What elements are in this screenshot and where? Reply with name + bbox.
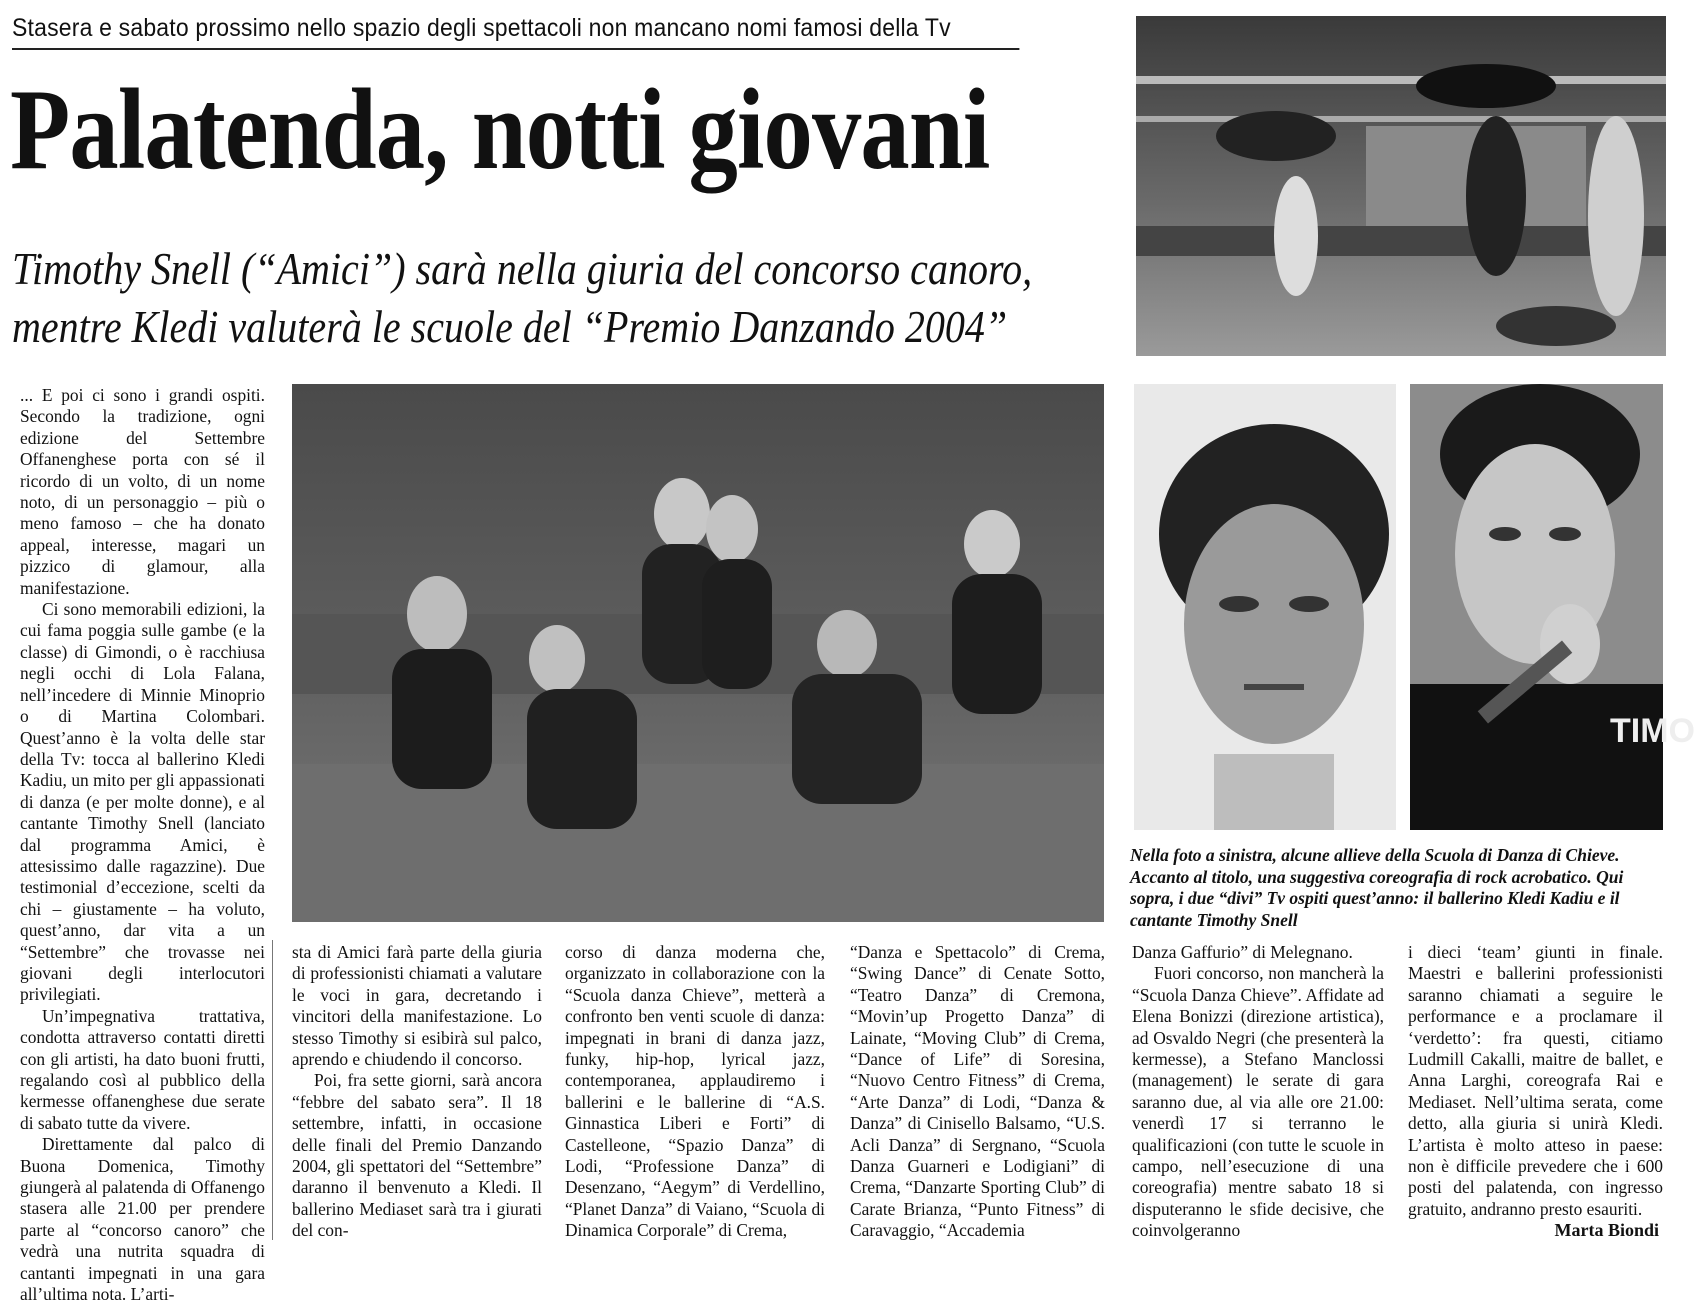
col2-paragraph-1: sta di Amici farà parte della giuria di professionisti chiamati a valutare le voci in gara, decretando i vincitori della manifestazione. Lo stesso Timothy si esibirà sul palco, aprendo e chiudendo il concorso. <box>292 942 542 1070</box>
kledi-photo-graphic <box>1134 384 1396 830</box>
subhead-line-1: Timothy Snell (“Amici”) sarà nella giuria del concorso canoro, <box>12 243 1033 294</box>
col1-paragraph-2: Ci sono memorabili edizioni, la cui fama poggia sulle gambe (e la classe) di Gimondi, o è racchiusa negli occhi di Lola Falana, nell’incedere di Minnie Minoprio o di Martina Colombari. Quest’anno è la volta delle star della Tv: tocca al ballerino Kledi Kadiu, un mito per gli appassionati di danza (e per molte donne), e al cantante Timothy Snell (lanciato dal programma Amici, è attesissimo dalle ragazzine). Due testimonial d’eccezione, scelti da chi – giustamente – ha voluto, quest’anno, dar vita a un “Settembre” che trovasse nei giovani degli interlocutori privilegiati. <box>20 599 265 1005</box>
photo-caption: Nella foto a sinistra, alcune allieve della Scuola di Danza di Chieve. Accanto al titolo, una suggestiva coreografia di rock acrobatico. Qui sopra, i due “divi” Tv ospiti quest’anno: il ballerino Kledi Kadiu e il cantante Timothy Snell <box>1130 845 1624 930</box>
timothy-shirt-text: TIMO <box>1610 712 1695 750</box>
col1-paragraph-3: Un’impegnativa trattativa, condotta attraverso contatti diretti con gli artisti, ha dato buoni frutti, regalando così al pubblico della kermesse offanenghese due serate di sabato tutte da vivere. <box>20 1005 265 1133</box>
column-rule <box>272 940 273 1240</box>
col1-paragraph-1: ... E poi ci sono i grandi ospiti. Secondo la tradizione, ogni edizione del Settembre Offanenghese porta con sé il ricordo di un volto, di un nome noto, di un personaggio – più o meno famoso – che ha donato appeal, interesse, magari un pizzico di glamour, alla manifestazione. <box>20 385 265 598</box>
col4-paragraph-1: “Danza e Spettacolo” di Crema, “Swing Dance” di Cenate Sotto, “Teatro Danza” di Cremona, “Movin’up Progetto Danza” di Lainate, “Moving Club” di Crema, “Dance of Life” di Soresina, “Nuovo Centro Fitness” di Crema, “Arte Danza” di Lodi, “Danza & Danza” di Cinisello Balsamo, “U.S. Acli Danza” di Sergnano, “Scuola Danza Guarneri e Lodigiani” di Crema, “Danzarte Sporting Club” di Carate Brianza, “Punto Fitness” di Caravaggio, “Accademia <box>850 942 1105 1241</box>
acrobatic-photo-graphic <box>1136 16 1666 356</box>
kicker-line: Stasera e sabato prossimo nello spazio degli spettacoli non mancano nomi famosi della Tv <box>12 14 1019 50</box>
subheadline <box>12 240 1056 355</box>
col5-paragraph-2: Fuori concorso, non mancherà la “Scuola Danza Chieve”. Affidate ad Elena Bonizzi (direzione artistica), ad Osvaldo Negri (che presenterà la kermesse), a Stefano Manclossi (management) le serate di gara saranno due, al via alle ore 21.00: venerdì 17 si terranno le qualificazioni (con tutte le scuole in campo, nell’esecuzione di una coreografia) mentre sabato 18 si disputeranno le sfide decisive, che coinvolgeranno <box>1132 963 1384 1241</box>
kledi-kadiu-portrait <box>1134 384 1396 830</box>
dance-school-group-photo <box>292 384 1104 922</box>
col1-paragraph-4: Direttamente dal palco di Buona Domenica, Timothy giungerà al palatenda di Offanengo stasera alle 21.00 per prendere parte al “concorso canoro” che vedrà una nutrita squadra di cantanti impegnati in una gara all’ultima nota. L’arti- <box>20 1134 265 1305</box>
timothy-snell-portrait <box>1410 384 1695 830</box>
col2-paragraph-2: Poi, fra sette giorni, sarà ancora “febbre del sabato sera”. Il 18 settembre, infatti, in occasione delle finali del Premio Danzando 2004, gli spettatori del “Settembre” daranno il benvenuto a Kledi. Il ballerino Mediaset sarà tra i giurati del con- <box>292 1070 542 1241</box>
timothy-photo-graphic <box>1410 384 1663 830</box>
article-column-1 <box>20 385 265 1305</box>
group-photo-graphic <box>292 384 1104 922</box>
article-column-2 <box>292 942 542 1242</box>
article-column-5 <box>1132 942 1384 1242</box>
col5-paragraph-1: Danza Gaffurio” di Melegnano. <box>1132 942 1353 962</box>
col3-paragraph-1: corso di danza moderna che, organizzato in collaborazione con la “Scuola danza Chieve”, metterà a confronto ben venti scuole di danza: impegnati in brani di danza jazz, funky, hip-hop, lyrical jazz, contemporanea, applaudiremo i ballerini e le ballerine di “A.S. Ginnastica Liberi e Forti” di Castelleone, “Spazio Danza” di Lodi, “Professione Danza” di Desenzano, “Aegym” di Verdellino, “Planet Danza” di Vaiano, “Scuola di Dinamica Corporale” di Crema, <box>565 942 825 1241</box>
article-column-6 <box>1408 942 1663 1220</box>
col6-paragraph-1: i dieci ‘team’ giunti in finale. Maestri e ballerini professionisti saranno chiamati a seguire le performance e a proclamare il ‘verdetto’: fra questi, citiamo Ludmill Cakalli, maitre de ballet, e Anna Larghi, coreografa Rai e Mediaset. Nell’ultima serata, come detto, alla giuria si unirà Kledi. L’artista è molto atteso in paese: non è difficile prevedere che i 600 posti del palatenda, con ingresso gratuito, andranno presto esauriti. <box>1408 942 1663 1219</box>
article-column-4 <box>850 942 1105 1242</box>
author-signature: Marta Biondi <box>1554 1220 1659 1240</box>
subhead-line-2: mentre Kledi valuterà le scuole del “Premio Danzando 2004” <box>12 300 1008 352</box>
headline: Palatenda, notti giovani <box>10 66 990 194</box>
acrobatic-rock-dance-photo <box>1136 16 1666 356</box>
article-column-3 <box>565 942 825 1242</box>
